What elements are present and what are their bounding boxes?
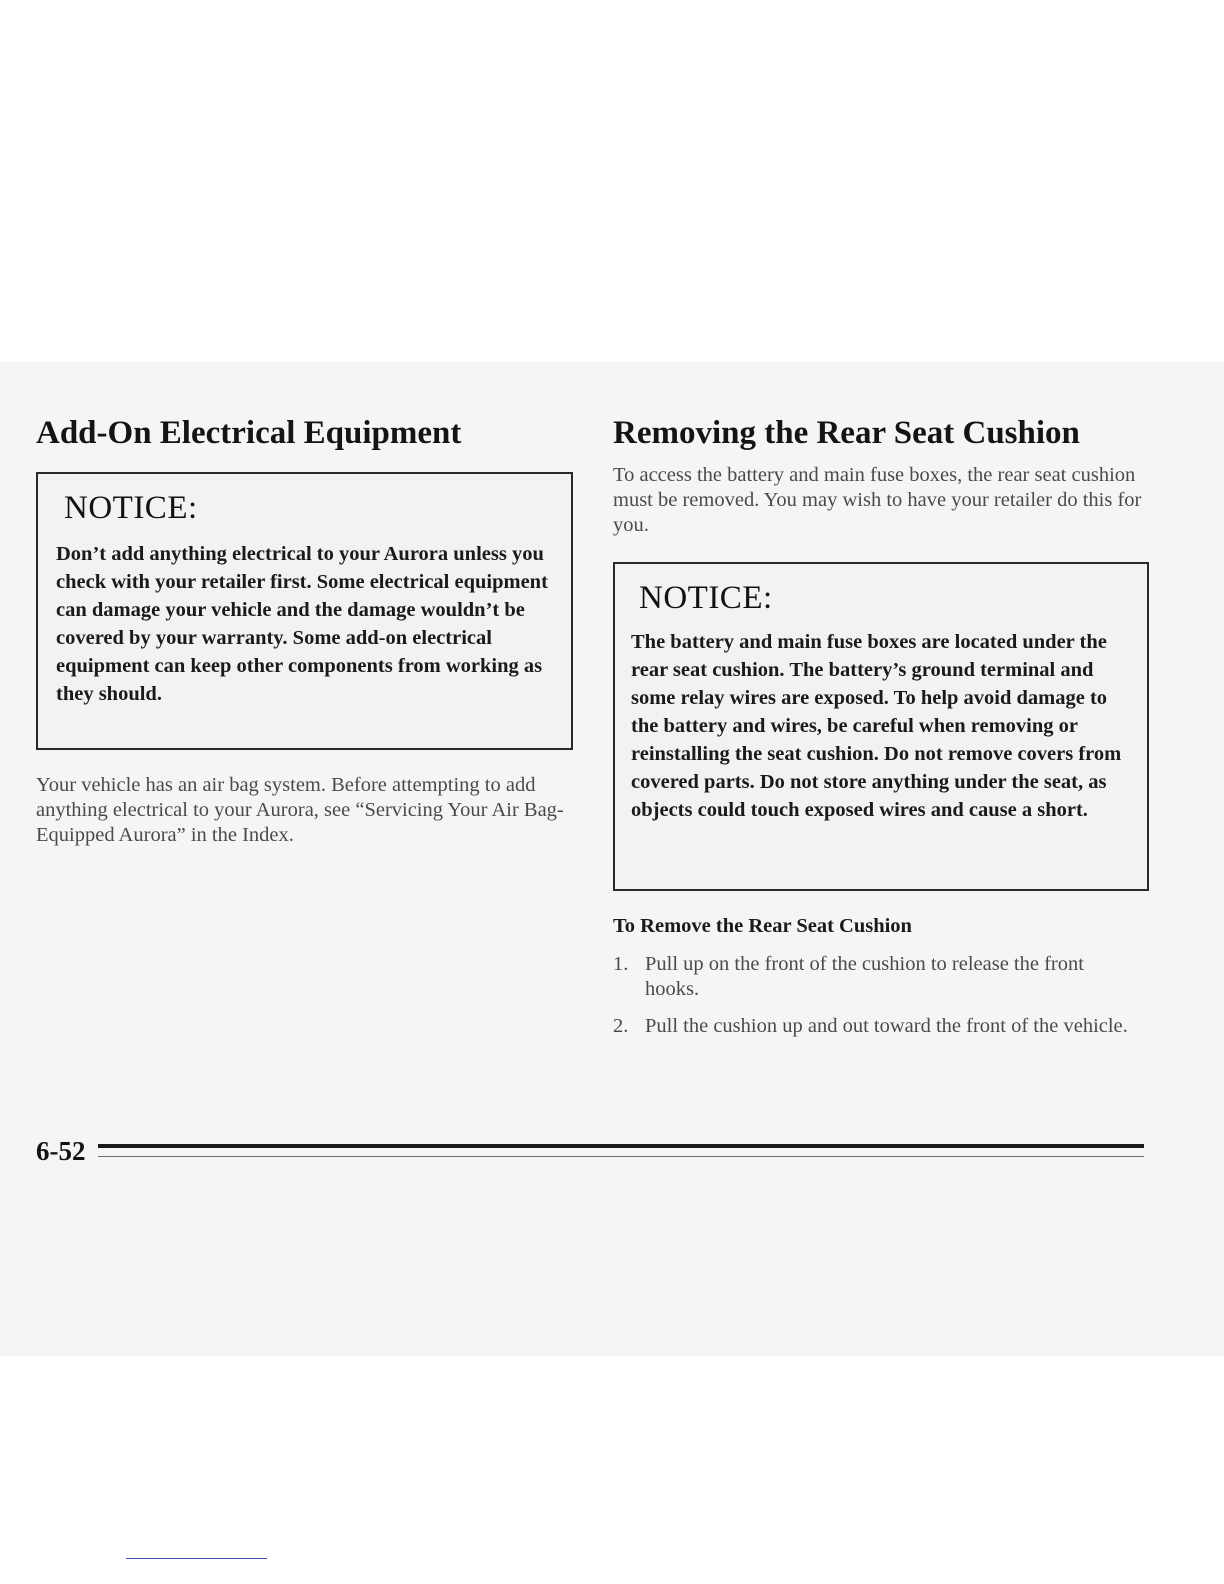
step-text: Pull up on the front of the cushion to release the front hooks. [645, 953, 1084, 1000]
procedure-heading: To Remove the Rear Seat Cushion [613, 915, 912, 937]
step-item [613, 952, 1128, 1002]
rear-seat-intro: To access the battery and main fuse boxes, the rear seat cushion must be removed. You may wish to have your retailer do this for you. [613, 464, 1142, 536]
step-number: 2. [613, 1015, 629, 1037]
notice-body: The battery and main fuse boxes are located under the rear seat cushion. The battery’s ground terminal and some relay wires are exposed. To help avoid damage to the battery and wires, be careful when removing or reinstalling the seat cushion. Do not remove covers from covered parts. Do not store anything under the seat, as objects could touch exposed wires and cause a short. [631, 631, 1122, 821]
step-number: 1. [613, 953, 629, 975]
bottom-link-underline [126, 1558, 267, 1559]
footer-rule [98, 1144, 1144, 1148]
procedure-steps [613, 952, 1128, 1051]
notice-heading: NOTICE: [639, 580, 773, 616]
battery-notice-box [613, 562, 1149, 891]
air-bag-paragraph: Your vehicle has an air bag system. Before attempting to add anything electrical to your Aurora, see “Servicing Your Air Bag-Equipped Aurora” in the Index. [36, 774, 564, 846]
footer-rule-thin [98, 1156, 1144, 1157]
notice-heading: NOTICE: [64, 490, 198, 526]
rear-seat-cushion-title: Removing the Rear Seat Cushion [613, 415, 1080, 451]
add-on-electrical-title: Add-On Electrical Equipment [36, 415, 462, 451]
step-item [613, 1014, 1128, 1039]
electrical-notice-box [36, 472, 573, 750]
step-text: Pull the cushion up and out toward the front of the vehicle. [645, 1015, 1128, 1037]
notice-body: Don’t add anything electrical to your Aurora unless you check with your retailer first. Some electrical equipment can damage your vehicle and the damage wouldn’t be covered by your warranty. Some add-on electrical equipment can keep other components from working as they should. [56, 543, 548, 705]
page-number: 6-52 [36, 1136, 86, 1166]
